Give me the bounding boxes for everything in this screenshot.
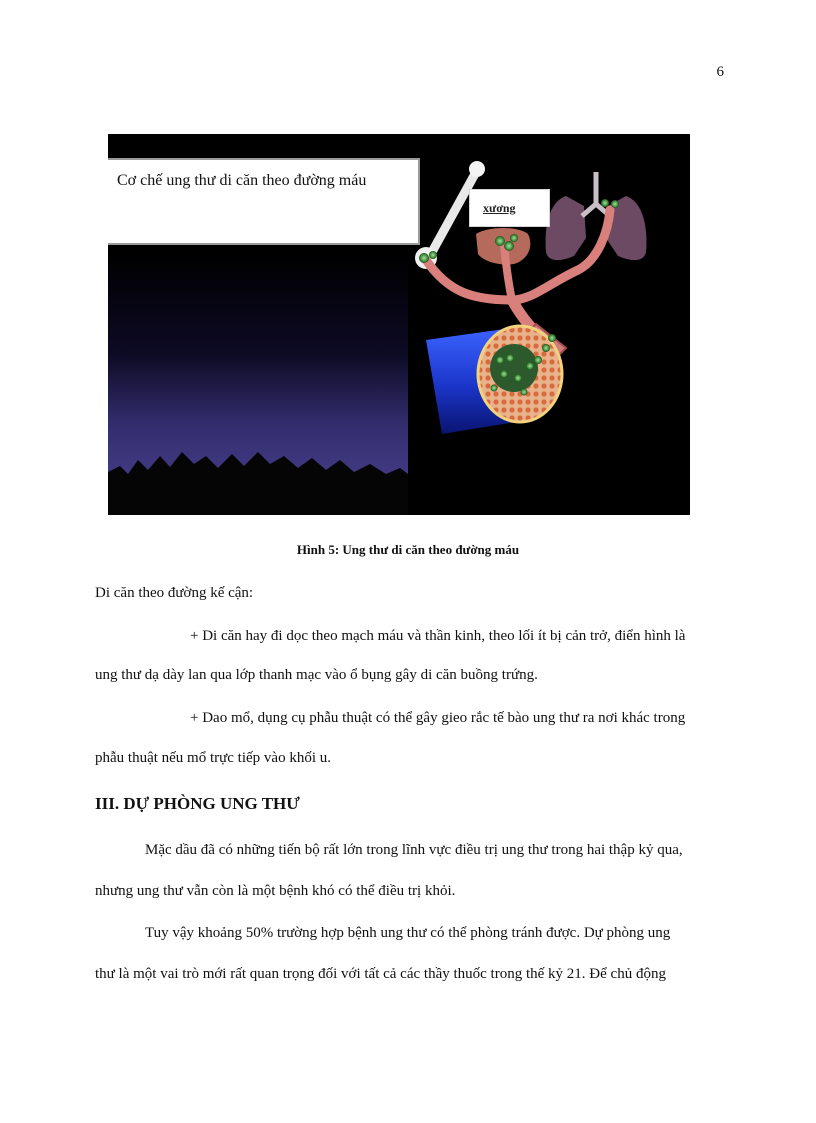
paragraph-4-line-2: nhưng ung thư vẫn còn là một bệnh khó có thể điều trị khỏi. [95,883,456,899]
paragraph-2-line-2: ung thư dạ dày lan qua lớp thanh mạc vào ổ bụng gây di căn buồng trứng. [95,667,538,683]
figure-title: Cơ chế ung thư di căn theo đường máu [117,172,367,189]
page-number: 6 [716,64,724,80]
section-heading: III. DỰ PHÒNG UNG THƯ [95,794,300,813]
figure-caption: Hình 5: Ung thư di căn theo đường máu [296,542,520,557]
bone-label: xương [469,189,550,227]
paragraph-3-line-2: phẫu thuật nếu mổ trực tiếp vào khối u. [95,750,331,766]
paragraph-4-line-1: Mặc dầu đã có những tiến bộ rất lớn trong lĩnh vực điều trị ung thư trong hai thập kỷ qua, [145,842,683,858]
figure-metastasis-diagram [108,134,690,515]
paragraph-3-line-1: + Dao mổ, dụng cụ phẫu thuật có thể gây gieo rắc tế bào ung thư ra nơi khác trong [190,710,686,726]
figure-title-box [108,158,420,245]
paragraph-5-line-2: thư là một vai trò mới rất quan trọng đối với tất cả các thầy thuốc trong thế kỷ 21. Để chủ động [95,966,666,982]
paragraph-5-line-1: Tuy vậy khoảng 50% trường hợp bệnh ung thư có thể phòng tránh được. Dự phòng ung [145,925,671,941]
paragraph-1-line-1: Di căn theo đường kế cận: [95,585,254,601]
paragraph-2-line-1: + Di căn hay đi dọc theo mạch máu và thần kinh, theo lối ít bị cản trở, điển hình là [190,628,686,644]
